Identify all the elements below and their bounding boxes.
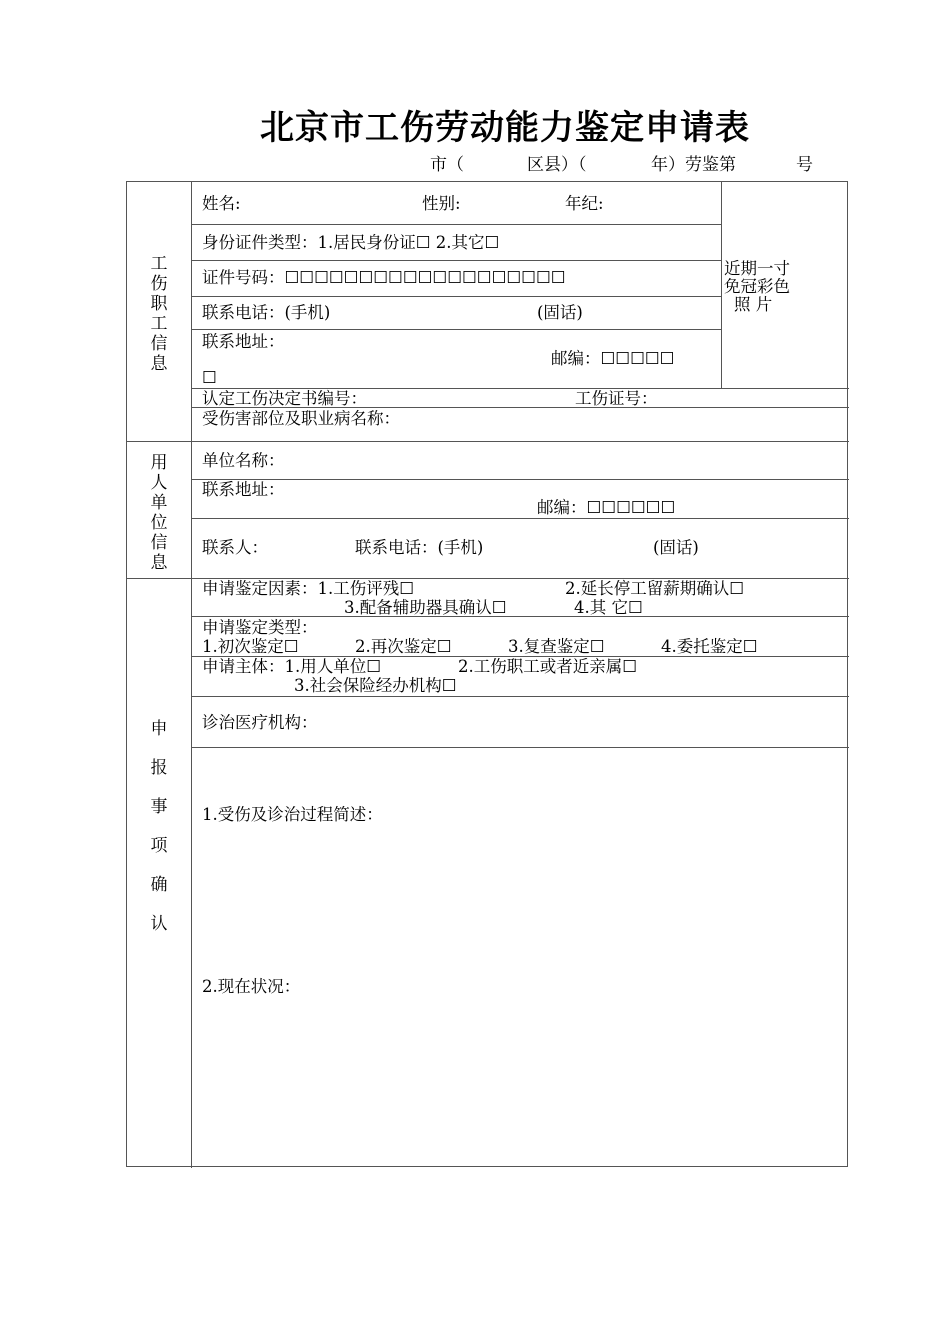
section-label-application xyxy=(127,710,191,944)
type-label: 申请鉴定类型： xyxy=(202,618,318,637)
subtitle-year: 年）劳鉴第 xyxy=(651,155,736,175)
application-form xyxy=(126,181,848,1167)
type-option-1: 1.初次鉴定☐ xyxy=(202,637,299,656)
worker-landline-label: (固话) xyxy=(537,303,583,322)
employer-address-label: 联系地址： xyxy=(202,480,285,499)
injury-cert-label: 工伤证号： xyxy=(575,389,658,408)
worker-phone-label: 联系电话：(手机) xyxy=(202,303,331,322)
subtitle-district: 区县）（ xyxy=(527,155,587,175)
subject-2: 2.工伤职工或者近亲属☐ xyxy=(458,657,638,676)
subtitle-city: 市（ xyxy=(430,155,464,175)
photo-line: 近期一寸 xyxy=(724,259,790,278)
employer-phone-label: 联系电话：(手机) xyxy=(355,538,484,557)
type-option-3: 3.复查鉴定☐ xyxy=(508,637,605,656)
photo-placeholder xyxy=(724,260,844,314)
current-status-label: 2.现在状况： xyxy=(202,977,301,996)
section-label-worker xyxy=(127,254,191,374)
worker-id-type: 身份证件类型：1.居民身份证☐ 2.其它☐ xyxy=(202,233,500,252)
factor-3: 3.配备辅助器具确认☐ xyxy=(344,598,507,617)
section-label-text: 用人单位信息 xyxy=(150,453,168,573)
injury-part-label: 受伤害部位及职业病名称： xyxy=(202,409,400,428)
type-option-2: 2.再次鉴定☐ xyxy=(355,637,452,656)
employer-name-label: 单位名称： xyxy=(202,451,285,470)
factor-2: 2.延长停工留薪期确认☐ xyxy=(565,579,745,598)
section-label-text: 工伤职工信息 xyxy=(150,254,168,374)
type-option-4: 4.委托鉴定☐ xyxy=(661,637,758,656)
subject-line1: 申请主体：1.用人单位☐ xyxy=(202,657,382,676)
worker-postcode: 邮编：☐☐☐☐☐ xyxy=(551,349,675,368)
subtitle-number: 号 xyxy=(796,155,813,175)
photo-line: 免冠彩色 xyxy=(724,277,790,296)
worker-postcode-extra: ☐ xyxy=(202,368,217,387)
section-label-employer xyxy=(127,453,191,573)
employer-landline-label: (固话) xyxy=(653,538,699,557)
worker-name-label: 姓名: xyxy=(202,194,241,213)
photo-line: 照 片 xyxy=(734,295,773,314)
factor-4: 4.其 它☐ xyxy=(574,598,643,617)
section-label-text: 申报事项确认 xyxy=(150,719,168,934)
subject-3: 3.社会保险经办机构☐ xyxy=(294,676,457,695)
medical-institution-label: 诊治医疗机构： xyxy=(202,713,318,732)
employer-postcode: 邮编：☐☐☐☐☐☐ xyxy=(537,498,676,517)
worker-gender-label: 性别: xyxy=(422,194,461,213)
decision-number-label: 认定工伤决定书编号： xyxy=(202,389,367,408)
worker-address-label: 联系地址： xyxy=(202,332,285,351)
form-title: 北京市工伤劳动能力鉴定申请表 xyxy=(260,108,750,148)
employer-contact-label: 联系人： xyxy=(202,538,268,557)
worker-id-number: 证件号码：☐☐☐☐☐☐☐☐☐☐☐☐☐☐☐☐☐☐☐ xyxy=(202,268,566,287)
factor-line1: 申请鉴定因素：1.工伤评残☐ xyxy=(202,579,415,598)
process-description-label: 1.受伤及诊治过程简述： xyxy=(202,805,383,824)
worker-age-label: 年纪: xyxy=(565,194,604,213)
